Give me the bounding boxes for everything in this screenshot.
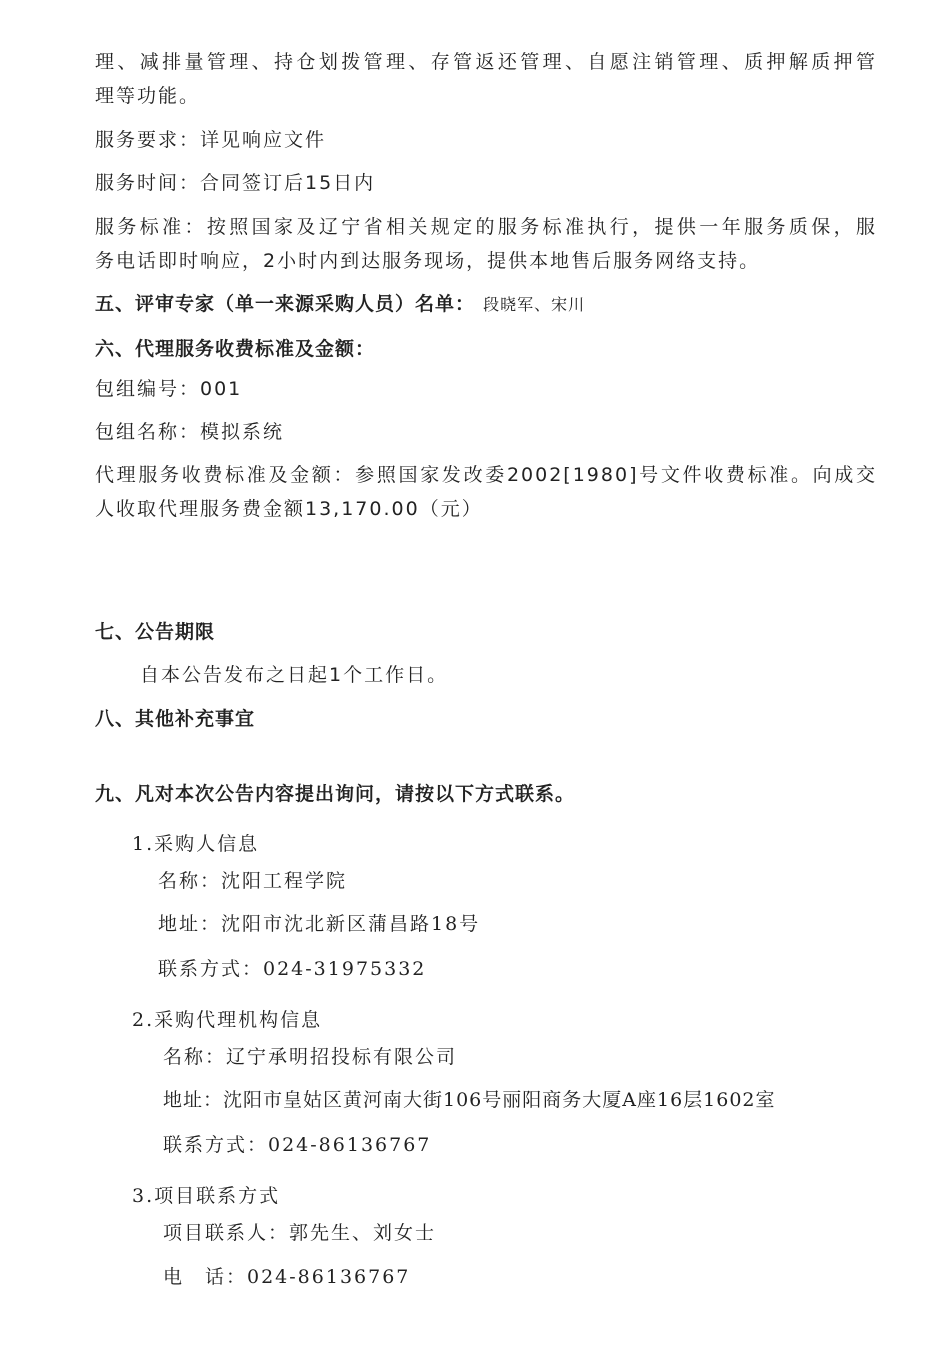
purchaser-name: 名称：沈阳工程学院 (158, 870, 348, 892)
function-description-line1: 理、减排量管理、持仓划拨管理、存管返还管理、自愿注销管理、质押解质押管 (95, 51, 877, 73)
agency-contact: 联系方式：024-86136767 (163, 1134, 432, 1156)
agency-title: 2.采购代理机构信息 (132, 1009, 323, 1031)
service-standard-line1: 服务标准：按照国家及辽宁省相关规定的服务标准执行，提供一年服务质保，服 (95, 216, 877, 238)
section9-heading: 九、凡对本次公告内容提出询问，请按以下方式联系。 (95, 783, 576, 805)
package-number: 包组编号：001 (95, 378, 243, 400)
service-time: 服务时间：合同签订后15日内 (95, 172, 376, 194)
project-contact-title: 3.项目联系方式 (132, 1185, 281, 1207)
purchaser-title: 1.采购人信息 (132, 833, 260, 855)
section7-heading: 七、公告期限 (95, 621, 216, 643)
agency-fee-line2: 人收取代理服务费金额13,170.00（元） (95, 498, 483, 520)
announcement-period: 自本公告发布之日起1个工作日。 (140, 664, 449, 686)
purchaser-address: 地址：沈阳市沈北新区蒲昌路18号 (158, 913, 481, 935)
service-standard-line2: 务电话即时响应，2小时内到达服务现场，提供本地售后服务网络支持。 (95, 250, 761, 272)
section8-heading: 八、其他补充事宜 (95, 708, 256, 730)
agency-fee-line1: 代理服务收费标准及金额：参照国家发改委2002[1980]号文件收费标准。向成交 (95, 464, 877, 486)
function-description-line2: 理等功能。 (95, 85, 201, 107)
section5-row (95, 292, 585, 317)
section5-heading: 五、评审专家（单一来源采购人员）名单： (95, 293, 476, 315)
service-requirement: 服务要求：详见响应文件 (95, 129, 327, 151)
expert-names: 段晓军、宋川 (483, 295, 586, 314)
project-contact-phone: 电 话：024-86136767 (163, 1266, 411, 1288)
agency-name: 名称：辽宁承明招投标有限公司 (163, 1046, 458, 1068)
package-name: 包组名称：模拟系统 (95, 421, 285, 443)
section6-heading: 六、代理服务收费标准及金额： (95, 338, 376, 360)
project-contact-person: 项目联系人：郭先生、刘女士 (163, 1222, 437, 1244)
agency-address: 地址：沈阳市皇姑区黄河南大街106号丽阳商务大厦A座16层1602室 (163, 1089, 776, 1111)
purchaser-contact: 联系方式：024-31975332 (158, 958, 427, 980)
